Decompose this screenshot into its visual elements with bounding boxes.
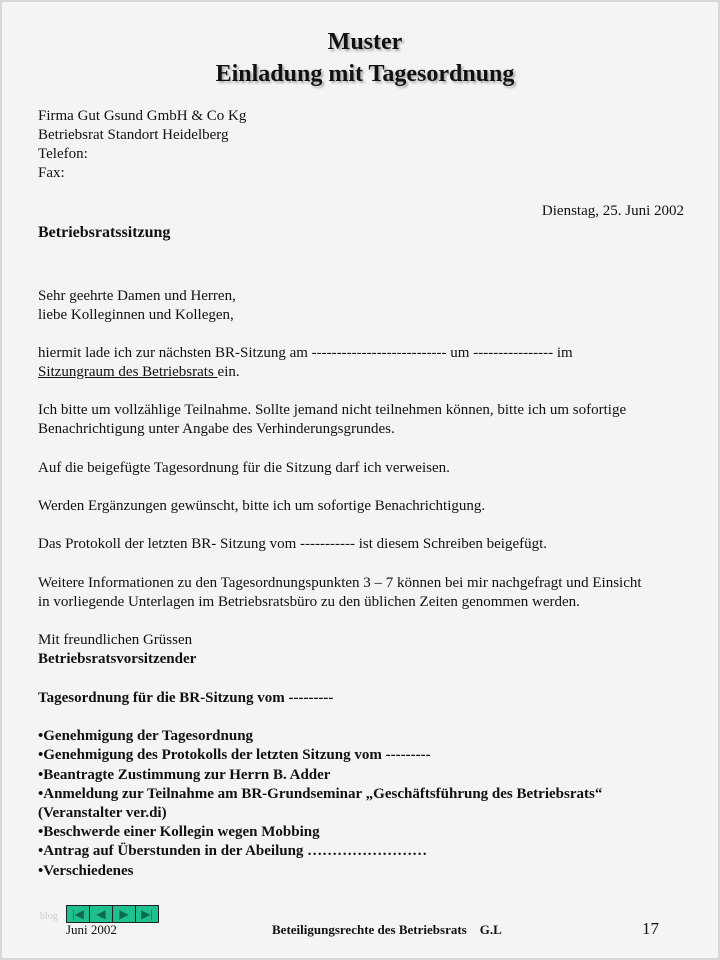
agenda-item: •Antrag auf Überstunden in der Abeilung …………………… [38,843,428,859]
date: Dienstag, 25. Juni 2002 [541,203,684,219]
greeting-line: liebe Kolleginnen und Kollegen, [38,307,234,323]
paragraph-line: in vorliegende Unterlagen im Betriebsratsbüro zu den üblichen Zeiten genommen werden. [38,594,580,610]
paragraph-line: Auf die beigefügte Tagesordnung für die Sitzung darf ich verweisen. [38,460,450,476]
agenda-item: •Beantragte Zustimmung zur Herrn B. Adder [38,767,331,783]
paragraph-line: Ich bitte um vollzählige Teilnahme. Sollte jemand nicht teilnehmen können, bitte ich um sofortige [38,402,627,418]
phone-line: Telefon: [38,146,88,162]
fax-line: Fax: [38,165,65,181]
agenda-item: •Beschwerde einer Kollegin wegen Mobbing [38,824,320,840]
footer-date: Juni 2002 [66,922,117,937]
agenda-item: (Veranstalter ver.di) [38,805,167,821]
agenda-item: •Genehmigung des Protokolls der letzten Sitzung vom --------- [38,747,431,763]
watermark: blog [40,911,58,922]
room-name: Sitzungraum des Betriebsrats [38,364,218,380]
page-title: Einladung mit Tagesordnung [215,61,515,87]
last-slide-icon[interactable]: ▶| [141,907,153,921]
paragraph-line: Das Protokoll der letzten BR- Sitzung vom ----------- ist diesem Schreiben beigefügt. [38,536,548,552]
page-number: 17 [642,919,659,938]
first-slide-icon[interactable]: |◀ [67,906,90,922]
subject: Betriebsratssitzung [38,224,171,241]
paragraph-line: Weitere Informationen zu den Tagesordnungspunkten 3 – 7 können bei mir nachgefragt und Einsicht [38,575,642,591]
paragraph-line: Werden Ergänzungen gewünscht, bitte ich um sofortige Benachrichtigung. [38,498,486,514]
greeting-line: Sehr geehrte Damen und Herren, [38,288,236,304]
paragraph-line [38,363,240,382]
company-line: Firma Gut Gsund GmbH & Co Kg [38,108,247,124]
title-muster: Muster [327,29,403,55]
text: ein. [217,364,240,380]
agenda-item: •Anmeldung zur Teilnahme am BR-Grundseminar „Geschäftsführung des Betriebsrats“ [38,786,603,802]
signature: Betriebsratsvorsitzender [38,651,197,667]
next-slide-icon[interactable]: ▶ [113,906,136,922]
closing: Mit freundlichen Grüssen [38,632,193,648]
previous-slide-icon[interactable]: ◀ [90,906,113,922]
agenda-title: Tagesordnung für die BR-Sitzung vom --------- [38,690,334,706]
agenda-item: •Genehmigung der Tagesordnung [38,728,254,744]
agenda-item: •Verschiedenes [38,863,134,879]
council-line: Betriebsrat Standort Heidelberg [38,127,229,143]
paragraph-line: hiermit lade ich zur nächsten BR-Sitzung am --------------------------- um ---------------- im [38,345,573,361]
paragraph-line: Benachrichtigung unter Angabe des Verhinderungsgrundes. [38,421,395,437]
footer-title: Beteiligungsrechte des Betriebsrats G.L [272,922,502,937]
